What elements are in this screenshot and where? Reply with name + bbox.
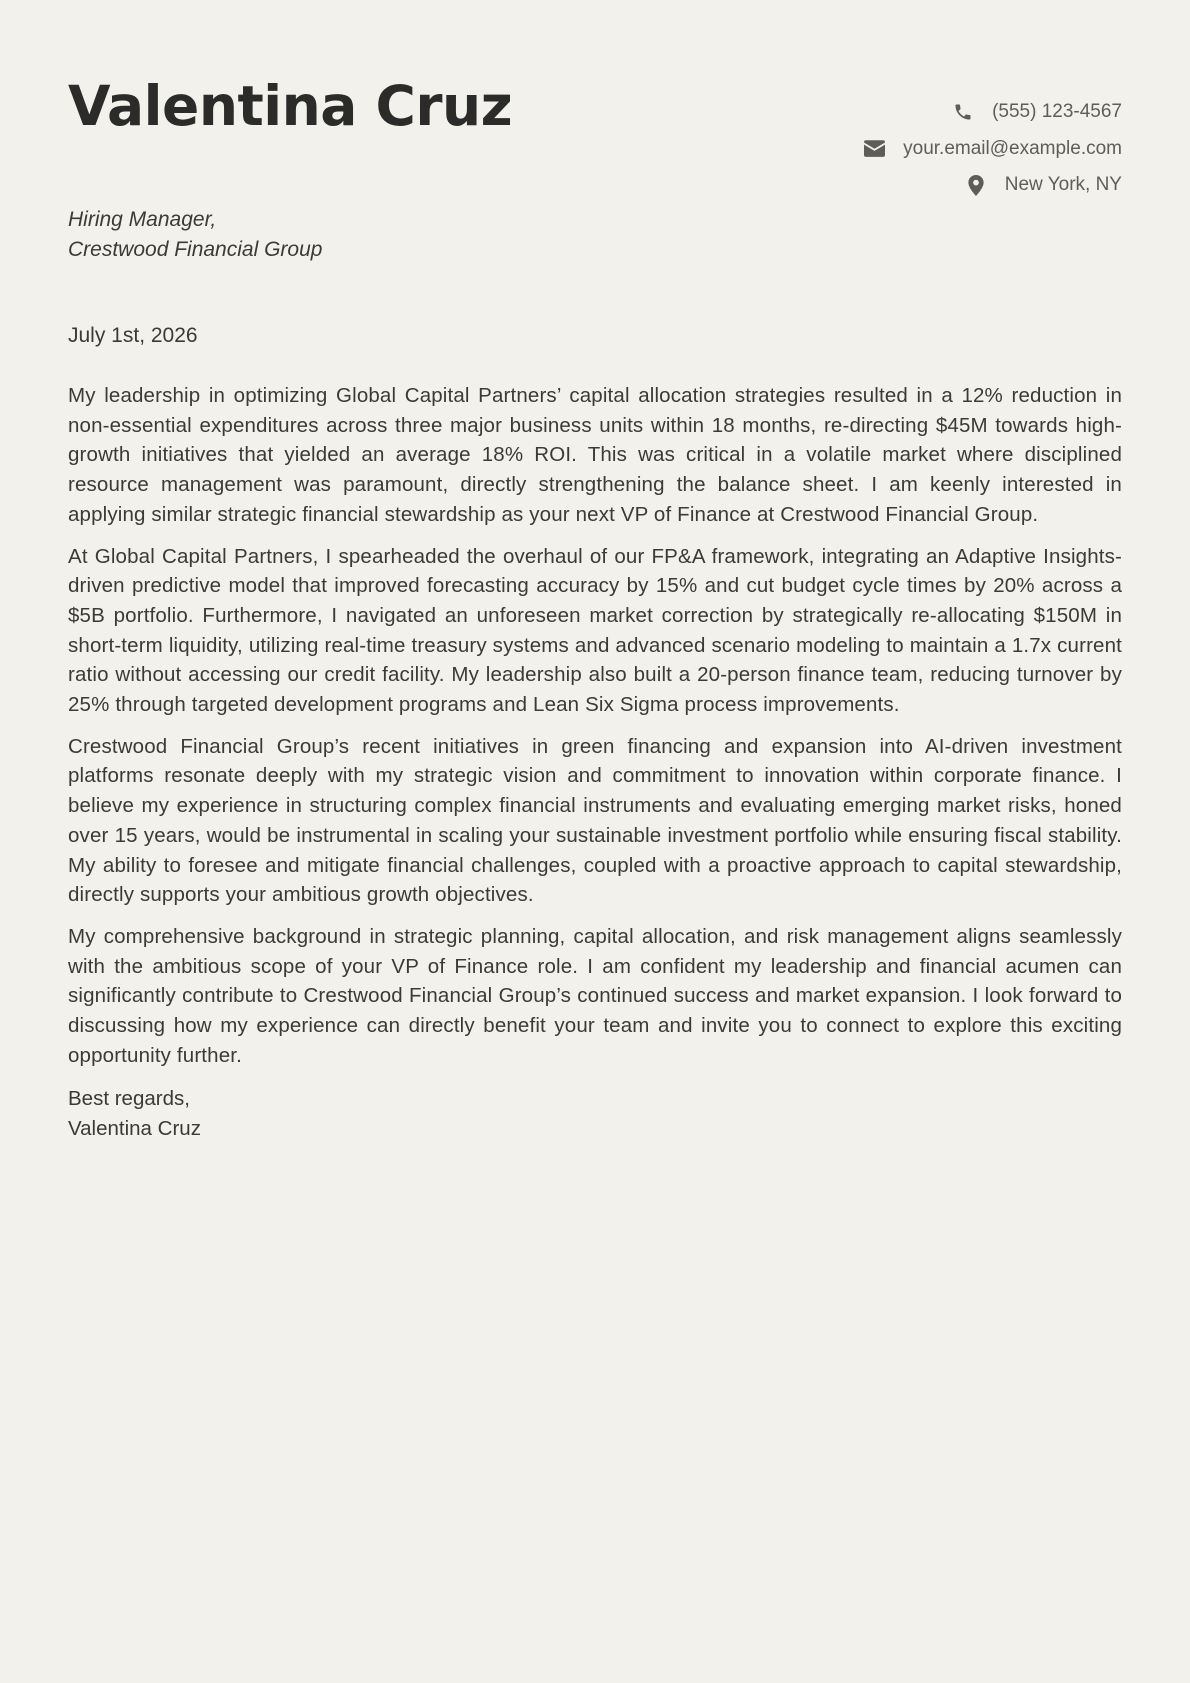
recipient-title: Hiring Manager,	[68, 208, 217, 231]
body-paragraph: My leadership in optimizing Global Capital Partners’ capital allocation strategies resulted in a 12% reduction in non-essential expenditures across three major business units within 18 months, re-directing $45M towards high-growth initiatives that yielded an average 18% ROI. This was critical in a volatile market where disciplined resource management was paramount, directly strengthening the balance sheet. I am keenly interested in applying similar strategic financial stewardship as your next VP of Finance at Crestwood Financial Group.	[68, 384, 1122, 526]
contact-email	[863, 131, 1122, 168]
closing-salutation: Best regards,	[68, 1087, 190, 1111]
email-text: your.email@example.com	[903, 137, 1122, 159]
body-paragraph: My comprehensive background in strategic planning, capital allocation, and risk management aligns seamlessly with the ambitious scope of your VP of Finance role. I am confident my leadership and financial acumen can significantly contribute to Crestwood Financial Group’s continued success and market expansion. I look forward to discussing how my experience can directly benefit your team and invite you to connect to explore this exciting opportunity further.	[68, 924, 1122, 1067]
map-pin-icon	[965, 174, 987, 196]
signature-name: Valentina Cruz	[68, 1117, 201, 1141]
recipient-company: Crestwood Financial Group	[68, 238, 323, 261]
letter-date: July 1st, 2026	[68, 324, 198, 347]
location-text: New York, NY	[1004, 174, 1122, 196]
envelope-icon	[863, 138, 885, 160]
body-paragraph: At Global Capital Partners, I spearheaded the overhaul of our FP&A framework, integrating an Adaptive Insights-driven predictive model that improved forecasting accuracy by 15% and cut budget cycle times by 20% across a $5B portfolio. Furthermore, I navigated an unforeseen market correction by strategically re-allocating $150M in short-term liquidity, utilizing real-time treasury systems and advanced scenario modeling to maintain a 1.7x current ratio without accessing our credit facility. My leadership also built a 20-person finance team, reducing turnover by 25% through targeted development programs and Lean Six Sigma process improvements.	[68, 544, 1122, 717]
sender-name: Valentina Cruz	[68, 74, 513, 138]
contact-location	[863, 167, 1122, 204]
phone-text: (555) 123-4567	[992, 101, 1122, 123]
letter-body	[68, 381, 1122, 1070]
body-paragraph: Crestwood Financial Group’s recent initiatives in green financing and expansion into AI-driven investment platforms resonate deeply with my strategic vision and commitment to innovation within corporate finance. I believe my experience in structuring complex financial instruments and evaluating emerging market risks, honed over 15 years, would be instrumental in scaling your sustainable investment portfolio while ensuring fiscal stability. My ability to foresee and mitigate financial challenges, coupled with a proactive approach to capital stewardship, directly supports your ambitious growth objectives.	[68, 734, 1122, 907]
letter-header	[68, 0, 1122, 205]
phone-icon	[952, 101, 974, 123]
recipient-block	[68, 205, 1122, 265]
letter-closing	[68, 1084, 1122, 1143]
contact-phone	[863, 94, 1122, 131]
contact-info	[863, 94, 1122, 204]
